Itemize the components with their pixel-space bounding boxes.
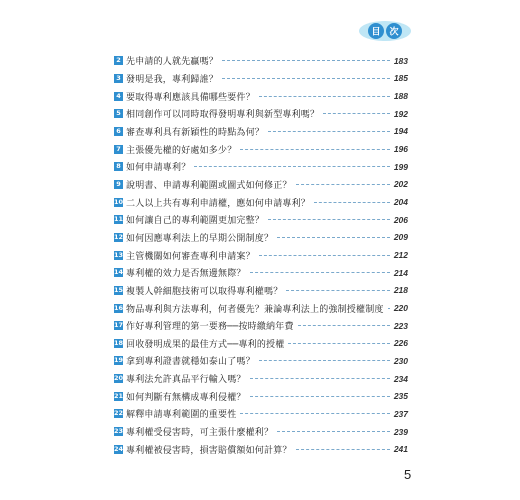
entry-number-badge: 24: [114, 444, 124, 453]
entry-page-number: 223: [393, 320, 408, 331]
dotted-leader: [288, 343, 389, 344]
entry-number-badge: 9: [114, 180, 123, 189]
toc-entry[interactable]: [114, 264, 408, 282]
dotted-leader: [277, 237, 390, 238]
entry-page-number: 220: [393, 303, 408, 314]
entry-number-badge: 8: [114, 162, 123, 171]
dotted-leader: [250, 272, 390, 273]
entry-title: 先申請的人就先贏嗎？: [126, 57, 219, 68]
entry-title: 發明是我，專利歸誰？: [126, 74, 219, 85]
dotted-leader: [268, 131, 390, 132]
toc-entry[interactable]: [114, 387, 408, 405]
entry-title: 如何因應專利法上的早期公開制度？: [126, 233, 274, 244]
entry-page-number: 237: [393, 408, 408, 419]
entry-number-badge: 7: [114, 145, 123, 154]
section-badge: [358, 20, 412, 42]
dotted-leader: [277, 431, 390, 432]
dotted-leader: [240, 149, 389, 150]
entry-number-badge: 14: [114, 268, 124, 277]
entry-title: 專利權的效力是否無邊無際？: [126, 269, 246, 280]
entry-page-number: 230: [393, 355, 408, 366]
toc-entry[interactable]: [114, 52, 408, 70]
entry-page-number: 204: [393, 197, 408, 208]
entry-title: 如何申請專利？: [126, 163, 191, 174]
entry-number-badge: 3: [114, 74, 123, 83]
toc-entry[interactable]: [114, 423, 408, 441]
dotted-leader: [240, 413, 389, 414]
entry-number-badge: 17: [114, 321, 124, 330]
dotted-leader: [259, 255, 390, 256]
entry-title: 回收發明成果的最佳方式──專利的授權: [126, 339, 285, 350]
entry-title: 二人以上共有專利申請權，應如何申請專利？: [126, 198, 311, 209]
toc-entry[interactable]: [114, 176, 408, 194]
entry-number-badge: 18: [114, 338, 124, 347]
entry-number-badge: 15: [114, 285, 124, 294]
entry-title: 專利權受侵害時，可主張什麼權利？: [126, 428, 274, 439]
entry-page-number: 209: [393, 232, 408, 243]
entry-page-number: 196: [393, 144, 408, 155]
table-of-contents: [114, 52, 408, 458]
badge-char-2: 次: [389, 27, 399, 38]
entry-number-badge: 12: [114, 232, 124, 241]
toc-entry[interactable]: [114, 370, 408, 388]
dotted-leader: [388, 308, 390, 309]
toc-entry[interactable]: [114, 335, 408, 353]
entry-title: 說明書、申請專利範圍或圖式如何修正？: [126, 180, 292, 191]
dotted-leader: [296, 184, 390, 185]
entry-title: 複製人幹細胞技術可以取得專利權嗎？: [126, 286, 283, 297]
dotted-leader: [250, 396, 390, 397]
entry-page-number: 226: [393, 338, 408, 349]
entry-title: 物品專利與方法專利，何者優先？兼論專利法上的強制授權制度: [126, 304, 384, 315]
entry-title: 如何讓自己的專利範圍更加完整？: [126, 216, 265, 227]
toc-entry[interactable]: [114, 193, 408, 211]
dotted-leader: [250, 378, 390, 379]
dotted-leader: [323, 113, 390, 114]
entry-page-number: 239: [393, 426, 408, 437]
entry-page-number: 188: [393, 91, 408, 102]
entry-number-badge: 13: [114, 250, 124, 259]
toc-entry[interactable]: [114, 140, 408, 158]
toc-entry[interactable]: [114, 70, 408, 88]
entry-title: 專利法允許真品平行輸入嗎？: [126, 375, 246, 386]
entry-page-number: 234: [393, 373, 408, 384]
entry-page-number: 212: [393, 250, 408, 261]
badge-char-1: 目: [371, 27, 381, 38]
dotted-leader: [222, 60, 390, 61]
toc-entry[interactable]: [114, 246, 408, 264]
entry-number-badge: 2: [114, 56, 123, 65]
entry-number-badge: 11: [114, 215, 124, 224]
entry-title: 如何判斷有無構成專利侵權？: [126, 392, 246, 403]
dotted-leader: [296, 449, 390, 450]
dotted-leader: [222, 78, 390, 79]
entry-number-badge: 22: [114, 409, 124, 418]
toc-entry[interactable]: [114, 87, 408, 105]
dotted-leader: [314, 202, 390, 203]
entry-page-number: 241: [393, 444, 408, 455]
dotted-leader: [268, 219, 390, 220]
entry-title: 解釋申請專利範圍的重要性: [126, 410, 237, 421]
dotted-leader: [298, 325, 390, 326]
entry-title: 要取得專利應該具備哪些要件？: [126, 92, 255, 103]
entry-title: 相同創作可以同時取得發明專利與新型專利嗎？: [126, 110, 320, 121]
entry-number-badge: 21: [114, 391, 124, 400]
entry-page-number: 206: [393, 214, 408, 225]
toc-entry[interactable]: [114, 299, 408, 317]
entry-title: 主管機關如何審查專利申請案？: [126, 251, 255, 262]
entry-number-badge: 6: [114, 127, 123, 136]
entry-title: 拿到專利證書就穩如泰山了嗎？: [126, 357, 255, 368]
entry-page-number: 202: [393, 179, 408, 190]
toc-entry[interactable]: [114, 317, 408, 335]
toc-entry[interactable]: [114, 440, 408, 458]
dotted-leader: [194, 166, 389, 167]
entry-page-number: 183: [393, 55, 408, 66]
entry-number-badge: 23: [114, 427, 124, 436]
toc-entry[interactable]: [114, 211, 408, 229]
entry-page-number: 194: [393, 126, 408, 137]
toc-entry[interactable]: [114, 405, 408, 423]
entry-title: 作好專利管理的第一要務──按時繳納年費: [126, 322, 294, 333]
entry-page-number: 192: [393, 108, 408, 119]
toc-entry[interactable]: [114, 158, 408, 176]
page-number: 5: [404, 467, 412, 482]
entry-page-number: 218: [393, 285, 408, 296]
dotted-leader: [286, 290, 389, 291]
entry-number-badge: 4: [114, 92, 123, 101]
toc-entry[interactable]: [114, 229, 408, 247]
dotted-leader: [259, 96, 390, 97]
toc-entry[interactable]: [114, 282, 408, 300]
toc-entry[interactable]: [114, 352, 408, 370]
entry-number-badge: 19: [114, 356, 124, 365]
entry-page-number: 185: [393, 73, 408, 84]
entry-title: 專利權被侵害時，損害賠償額如何計算？: [126, 445, 292, 456]
entry-page-number: 199: [393, 161, 408, 172]
entry-number-badge: 16: [114, 303, 124, 312]
entry-page-number: 235: [393, 391, 408, 402]
entry-number-badge: 20: [114, 374, 124, 383]
entry-number-badge: 10: [114, 197, 124, 206]
entry-page-number: 214: [393, 267, 408, 278]
entry-title: 審查專利具有新穎性的時點為何？: [126, 127, 265, 138]
toc-entry[interactable]: [114, 105, 408, 123]
entry-title: 主張優先權的好處如多少？: [126, 145, 237, 156]
entry-number-badge: 5: [114, 109, 123, 118]
dotted-leader: [259, 360, 390, 361]
toc-entry[interactable]: [114, 123, 408, 141]
